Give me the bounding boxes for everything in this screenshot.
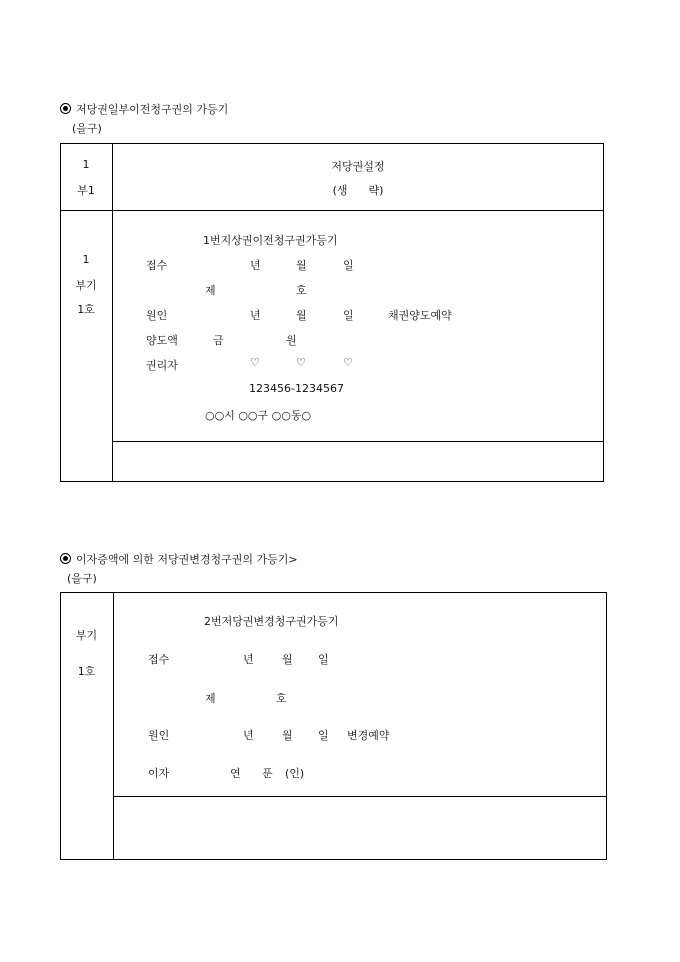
heart-icon: ♡ [250, 356, 260, 369]
receipt-year: 년 [243, 653, 254, 666]
interest-label: 이자 [148, 767, 170, 780]
bullet-icon [60, 103, 71, 114]
registration-number: 123456-1234567 [249, 382, 344, 395]
rank-label: 1호 [77, 303, 95, 316]
section2-heading-text: 이자증액에 의한 저당권변경청구권의 가등기> [76, 553, 298, 566]
cause-label: 원인 [148, 729, 170, 742]
section2-subheading: (을구) [67, 572, 97, 585]
rank-label: 1호 [77, 665, 96, 678]
section1-subheading: (을구) [72, 122, 102, 135]
amount-won: 원 [286, 334, 297, 347]
seal-mark: (인) [285, 767, 305, 780]
section2-table-border [60, 592, 607, 860]
entry-title: 1번지상권이전청구권가등기 [203, 234, 338, 247]
cause-day: 일 [318, 729, 329, 742]
section1-heading [60, 101, 228, 117]
entry-title: 2번저당권변경청구권가등기 [204, 615, 339, 628]
cause-year: 년 [243, 729, 254, 742]
receipt-day: 일 [318, 653, 329, 666]
entry-subtitle: (생 략) [332, 184, 384, 197]
interest-year: 연 [230, 767, 241, 780]
amount-unit: 금 [213, 334, 224, 347]
cause-month: 월 [282, 729, 293, 742]
rank-label: 부기 [75, 279, 97, 292]
heart-icon: ♡ [296, 356, 306, 369]
section2-heading [60, 551, 298, 567]
number-suffix: 호 [276, 692, 287, 705]
receipt-day: 일 [343, 259, 354, 272]
number-prefix: 제 [205, 692, 216, 705]
section1-heading-text: 저당권일부이전청구권의 가등기 [76, 103, 229, 116]
bullet-icon [60, 553, 71, 564]
receipt-year: 년 [250, 259, 261, 272]
rank-label: 부기 [75, 629, 98, 642]
cause-text: 변경예약 [347, 729, 390, 742]
address: ○○시 ○○구 ○○동○ [205, 409, 312, 422]
column-divider [113, 592, 114, 860]
cause-label: 원인 [146, 309, 168, 322]
receipt-month: 월 [282, 653, 293, 666]
rank-number: 1 [82, 158, 90, 171]
holder-label: 권리자 [146, 359, 178, 372]
rank-label: 부1 [77, 184, 95, 197]
cause-day: 일 [343, 309, 354, 322]
rank-number: 1 [82, 253, 90, 266]
amount-label: 양도액 [146, 334, 178, 347]
interest-rate-unit: 푼 [262, 767, 273, 780]
cause-text: 채권양도예약 [388, 309, 452, 322]
row-divider [113, 796, 607, 797]
heart-icon: ♡ [343, 356, 353, 369]
number-prefix: 제 [205, 284, 216, 297]
receipt-label: 접수 [148, 653, 170, 666]
cause-month: 월 [296, 309, 307, 322]
receipt-label: 접수 [146, 259, 168, 272]
cause-year: 년 [250, 309, 261, 322]
number-suffix: 호 [296, 284, 307, 297]
row-divider [60, 210, 604, 211]
row-divider [112, 441, 604, 442]
entry-title: 저당권설정 [331, 160, 385, 173]
receipt-month: 월 [296, 259, 307, 272]
